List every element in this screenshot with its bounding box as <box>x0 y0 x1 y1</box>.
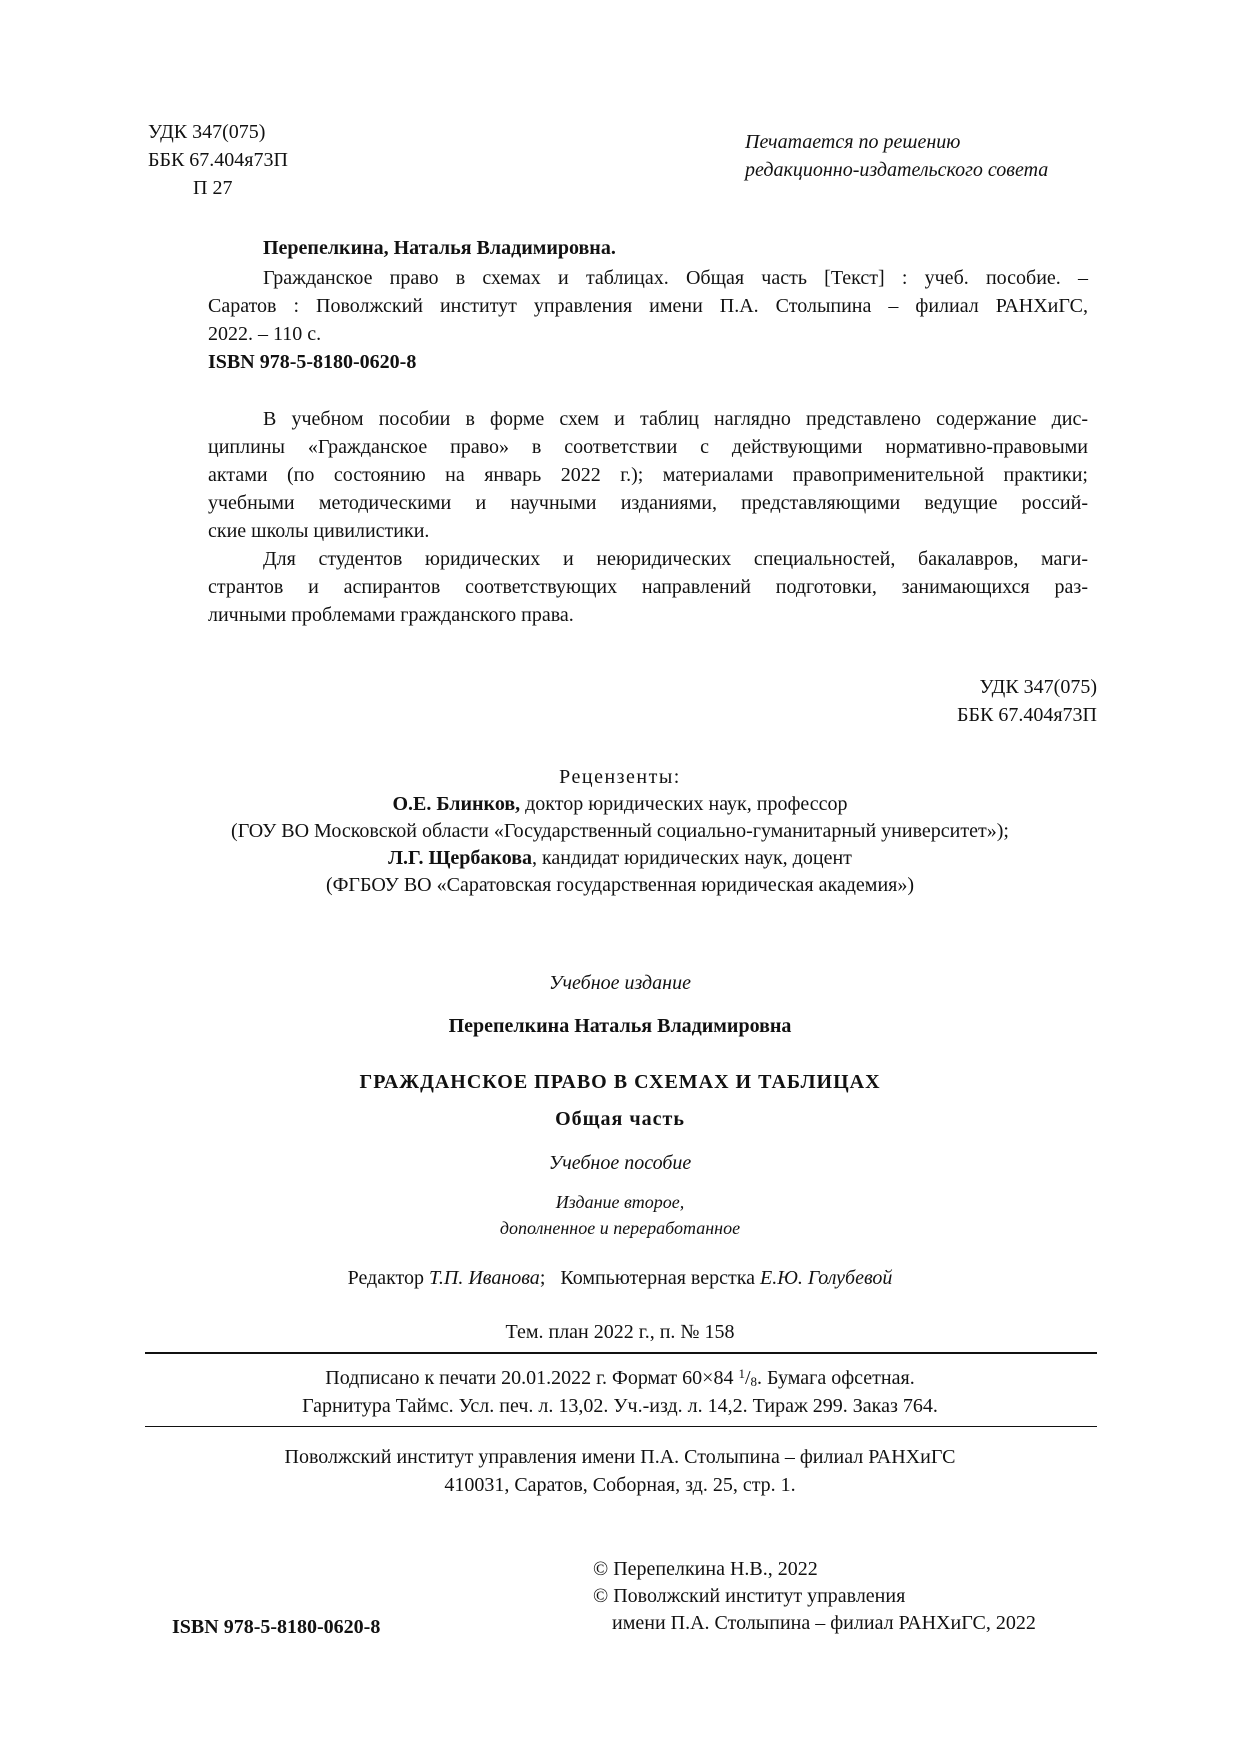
format-denominator: 8 <box>750 1374 758 1389</box>
divider-top <box>145 1352 1097 1354</box>
abstract-p2-l3: личными проблемами гражданского права. <box>208 604 574 626</box>
abstract-p1-l4: учебными методическими и научными изданиями, представляющими ведущие россий- <box>208 492 1088 514</box>
layout-label: Компьютерная верстка <box>560 1267 761 1289</box>
publisher-line1: Поволжский институт управления имени П.А. Столыпина – филиал РАНХиГС <box>284 1446 956 1468</box>
reviewers-heading: Рецензенты: <box>559 766 681 788</box>
copyright-institute-line1: © Поволжский институт управления <box>593 1585 906 1607</box>
bibliography-author: Перепелкина, Наталья Владимировна. <box>263 237 616 259</box>
print-decision <box>745 128 1048 184</box>
imprint-edition <box>120 1189 1120 1241</box>
abstract-p1-l2: циплины «Гражданское право» в соответствии с действующими нормативно-правовыми <box>208 436 1088 458</box>
divider-bottom <box>145 1426 1097 1427</box>
publisher <box>120 1443 1120 1499</box>
abstract-p1-l1: В учебном пособии в форме схем и таблиц наглядно представлено содержание дис- <box>263 408 1088 430</box>
imprint-print-info <box>120 1364 1120 1420</box>
bibliography <box>208 234 1088 376</box>
copyright-institute-line2: имени П.А. Столыпина – филиал РАНХиГС, 2022 <box>612 1612 1036 1634</box>
bibliography-line2: Саратов : Поволжский институт управления имени П.А. Столыпина – филиал РАНХиГС, <box>208 295 1088 317</box>
abstract-p1-l5: ские школы цивилистики. <box>208 520 430 542</box>
classification-bbk: ББК 67.404я73П <box>957 704 1097 726</box>
edition-type: Учебное издание <box>549 972 691 994</box>
reviewer-1 <box>120 791 1120 818</box>
classification-udk: УДК 347(075) <box>979 676 1097 698</box>
imprint-subtitle: Общая часть <box>555 1108 685 1130</box>
reviewer-1-name: О.Е. Блинков, <box>392 793 521 815</box>
abstract-p1-l3: актами (по состоянию на январь 2022 г.); материалами правоприменительной практики; <box>208 464 1088 486</box>
publisher-line2: 410031, Саратов, Соборная, зд. 25, стр. 1. <box>444 1474 796 1496</box>
imprint-kind: Учебное пособие <box>548 1152 692 1174</box>
editor-label: Редактор <box>347 1267 430 1289</box>
footer-copyright <box>593 1556 1036 1637</box>
imprint-author: Перепелкина Наталья Владимировна <box>448 1015 792 1037</box>
editor-name: Т.П. Иванова <box>429 1267 540 1289</box>
credits-separator: ; <box>539 1267 546 1289</box>
imprint-plan: Тем. план 2022 г., п. № 158 <box>505 1321 735 1343</box>
header-classification <box>148 118 288 202</box>
typeface-line: Гарнитура Таймс. Усл. печ. л. 13,02. Уч.-изд. л. 14,2. Тираж 299. Заказ 764. <box>302 1395 938 1417</box>
header-udk: УДК 347(075) <box>148 121 266 143</box>
bibliography-line1: Гражданское право в схемах и таблицах. Общая часть [Текст] : учеб. пособие. – <box>263 267 1088 289</box>
reviewer-2-org: (ФГБОУ ВО «Саратовская государственная юридическая академия») <box>325 874 915 896</box>
format-slash: / <box>744 1367 751 1389</box>
classification-right <box>957 673 1097 729</box>
signed-post: . Бумага офсетная. <box>757 1367 915 1389</box>
signed-line <box>120 1364 1120 1392</box>
header-author-mark: П 27 <box>193 177 233 199</box>
abstract-p2-l1: Для студентов юридических и неюридических специальностей, бакалавров, маги- <box>263 548 1088 570</box>
reviewer-2 <box>120 845 1120 872</box>
reviewers <box>120 764 1120 899</box>
header-bbk: ББК 67.404я73П <box>148 149 288 171</box>
reviewer-1-title: доктор юридических наук, профессор <box>520 793 848 815</box>
reviewer-2-name: Л.Г. Щербакова <box>388 847 532 869</box>
layout-name: Е.Ю. Голубевой <box>760 1267 893 1289</box>
imprint-title: ГРАЖДАНСКОЕ ПРАВО В СХЕМАХ И ТАБЛИЦАХ <box>359 1071 881 1093</box>
imprint-edition-line2: дополненное и переработанное <box>499 1218 741 1238</box>
signed-pre: Подписано к печати 20.01.2022 г. Формат 60×84 <box>325 1367 739 1389</box>
print-decision-line1: Печатается по решению <box>745 131 961 153</box>
copyright-author: © Перепелкина Н.В., 2022 <box>593 1558 818 1580</box>
reviewer-1-org: (ГОУ ВО Московской области «Государственный социально-гуманитарный университет»); <box>231 820 1009 842</box>
bibliography-isbn: ISBN 978-5-8180-0620-8 <box>208 351 417 373</box>
footer-isbn: ISBN 978-5-8180-0620-8 <box>172 1616 381 1638</box>
reviewer-2-title: , кандидат юридических наук, доцент <box>532 847 852 869</box>
abstract-p2-l2: странтов и аспирантов соответствующих направлений подготовки, занимающихся раз- <box>208 576 1088 598</box>
imprint-edition-line1: Издание второе, <box>555 1192 685 1212</box>
format-numerator: 1 <box>738 1366 745 1381</box>
print-decision-line2: редакционно-издательского совета <box>745 159 1049 181</box>
abstract <box>208 405 1088 629</box>
bibliography-line3: 2022. – 110 с. <box>208 323 322 345</box>
imprint-credits <box>120 1264 1120 1292</box>
